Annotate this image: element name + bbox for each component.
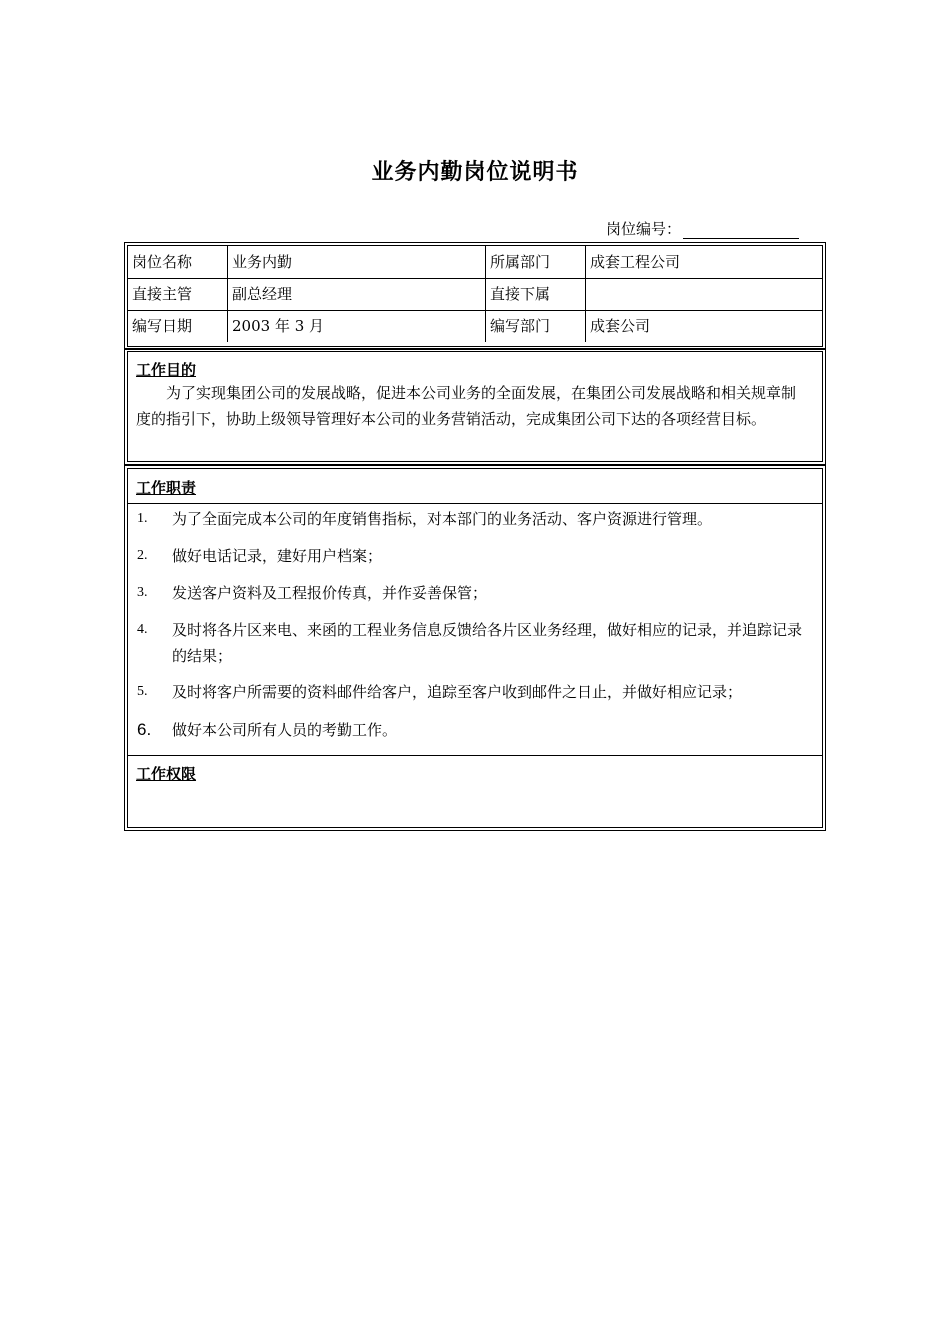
position-number (606, 218, 799, 239)
info-label: 编写部门 (486, 310, 586, 342)
duties-section (124, 465, 826, 831)
info-label: 岗位名称 (128, 246, 228, 278)
position-number-blank (683, 223, 799, 239)
page-title: 业务内勤岗位说明书 (371, 160, 579, 185)
duties-heading-row (128, 469, 822, 504)
list-item-number: 6. (137, 720, 152, 739)
info-row (128, 310, 822, 342)
info-value: 业务内勤 (228, 246, 486, 278)
duties-heading: 工作职责 (136, 479, 197, 497)
info-label: 所属部门 (486, 246, 586, 278)
rights-heading: 工作权限 (136, 765, 197, 783)
info-label: 直接主管 (128, 278, 228, 310)
list-item-text: 及时将各片区来电、来函的工程业务信息反馈给各片区业务经理，做好相应的记录，并追踪记录的结果； (172, 621, 803, 665)
info-value: 副总经理 (228, 278, 486, 310)
info-value: 成套工程公司 (590, 253, 681, 271)
list-item-text: 发送客户资料及工程报价传真，并作妥善保管； (172, 584, 488, 602)
list-item-text: 及时将客户所需要的资料邮件给客户，追踪至客户收到邮件之日止，并做好相应记录； (172, 683, 743, 701)
duties-list (128, 504, 822, 756)
info-label: 编写日期 (128, 310, 228, 342)
info-value (586, 278, 822, 310)
purpose-heading: 工作目的 (136, 361, 197, 379)
info-value: 成套公司 (590, 317, 651, 335)
list-item-number: 5. (137, 684, 148, 699)
info-table (124, 242, 826, 350)
purpose-text: 为了实现集团公司的发展战略，促进本公司业务的全面发展，在集团公司发展战略和相关规章制度的指引下，协助上级领导管理好本公司的业务营销活动，完成集团公司下达的各项经营目标。 (136, 384, 797, 428)
position-number-label: 岗位编号： (606, 220, 682, 238)
list-item-text: 做好电话记录，建好用户档案； (172, 547, 383, 565)
list-item-text: 为了全面完成本公司的年度销售指标，对本部门的业务活动、客户资源进行管理。 (172, 510, 713, 528)
info-row (128, 246, 822, 279)
list-item-number: 1. (137, 511, 148, 526)
info-row (128, 278, 822, 311)
info-label: 直接下属 (486, 278, 586, 310)
list-item-text: 做好本公司所有人员的考勤工作。 (172, 721, 398, 739)
list-item-number: 2. (137, 548, 148, 563)
list-item-number: 3. (137, 585, 148, 600)
list-item-number: 4. (137, 622, 148, 637)
info-value: 2003 年 3 月 (228, 310, 486, 342)
purpose-section (124, 348, 826, 465)
